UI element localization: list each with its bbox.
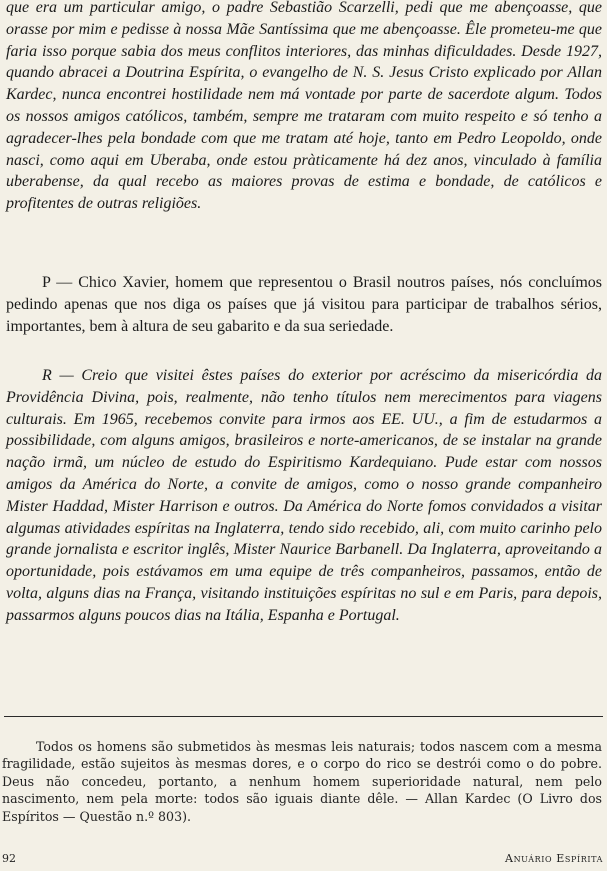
question-paragraph: P — Chico Xavier, homem que representou o Brasil noutros países, nós concluímos pedindo apenas que nos diga os países que já visitou para participar de trabalhos sérios, importantes, bem à altura de seu gabarito e da sua seriedade. xyxy=(6,274,602,335)
quotation-footnote: Todos os homens são submetidos às mesmas leis naturais; todos nascem com a mesma fragilidade, estão sujeitos às mesmas dores, e o corpo do rico se destrói como o do pobre. Deus não concedeu, portanto, a nenhum homem superioridade natural, nem pelo nascimento, nem pela morte: todos são iguais diante dêle. — Allan Kardec (O Livro dos Espíritos — Questão n.º 803). xyxy=(2,739,602,824)
footnote-divider xyxy=(4,716,603,717)
answer-paragraph-continued: que era um particular amigo, o padre Sebastião Scarzelli, pedi que me abençoasse, que orasse por mim e pedisse à nossa Mãe Santíssima que me abençoasse. Êle prometeu-me que faria isso porque sabia dos meus conflitos interiores, das minhas dificuldades. Desde 1927, quando abracei a Doutrina Espírita, o evangelho de N. S. Jesus Cristo explicado por Allan Kardec, nunca encontrei hostilidade nem má vontade por parte de sacerdote algum. Todos os nossos amigos católicos, também, sempre me trataram com muito respeito e só tenho a agradecer-lhes pela bondade com que me tratam até hoje, tanto em Pedro Leopoldo, onde nasci, como aqui em Uberaba, onde estou pràticamente há dez anos, vinculado à família uberabense, da qual recebo as maiores provas de estima e bondade, de católicos e profitentes de outras religiões. xyxy=(6,0,602,213)
running-head: Anuário Espírita xyxy=(505,852,603,865)
answer-paragraph: R — Creio que visitei êstes países do exterior por acréscimo da misericórdia da Providência Divina, pois, realmente, não tenho títulos nem merecimentos para viagens culturais. Em 1965, recebemos convite para irmos aos EE. UU., a fim de estudarmos a possibilidade, com alguns amigos, brasileiros e norte-americanos, de se instalar na grande nação irmã, um núcleo de estudo do Espiritismo Kardequiano. Pude estar com nossos amigos da América do Norte, a convite de amigos, como o nosso grande companheiro Mister Haddad, Mister Harrison e outros. Da América do Norte fomos convidados a visitar algumas atividades espíritas na Inglaterra, tendo sido recebido, ali, com muito carinho pelo grande jornalista e escritor inglês, Mister Naurice Barbanell. Da Inglaterra, aproveitando a oportunidade, pois estávamos em uma equipe de três companheiros, passamos, então de volta, alguns dias na França, visitando instituições espíritas no sul e em Paris, para depois, passarmos alguns poucos dias na Itália, Espanha e Portugal. xyxy=(6,367,602,624)
page-number: 92 xyxy=(2,852,16,865)
